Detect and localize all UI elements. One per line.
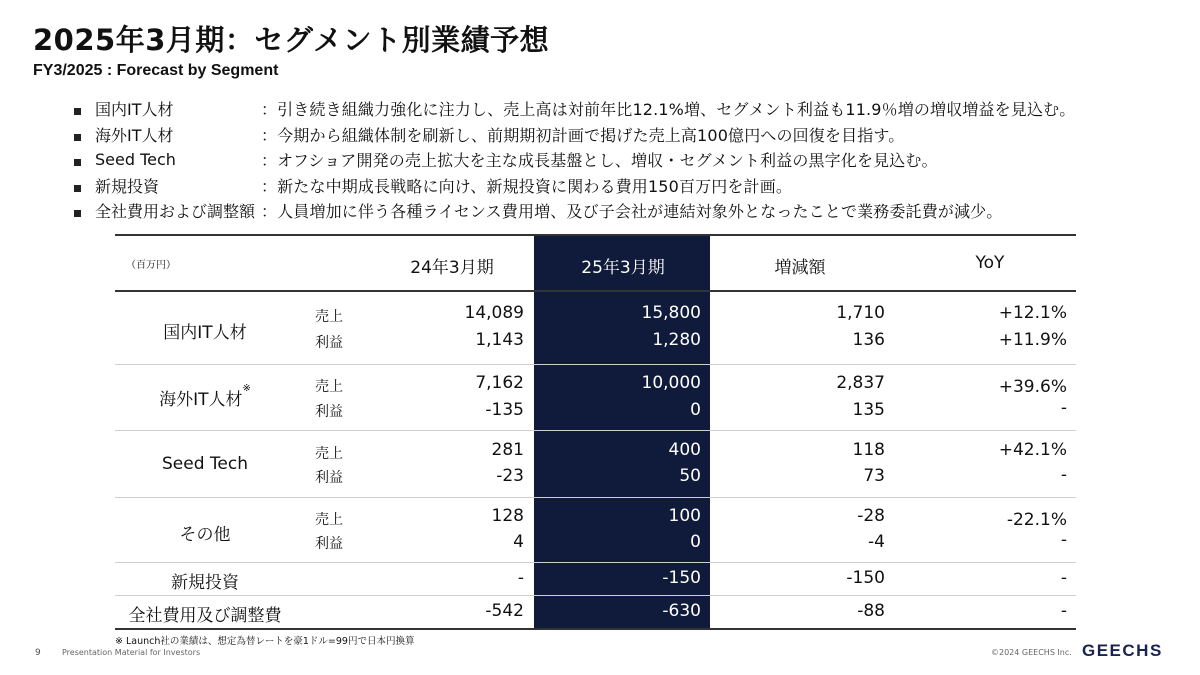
- row-divider: [115, 562, 1076, 563]
- table-cell: -4: [868, 532, 885, 552]
- sales-label: 売上: [315, 309, 343, 325]
- table-cell: 15,800: [641, 303, 701, 323]
- table-top-rule: [115, 234, 1076, 236]
- table-cell: 281: [491, 440, 524, 460]
- column-header: 増減額: [774, 258, 826, 278]
- table-cell: -150: [846, 568, 885, 588]
- segment-name: [115, 385, 295, 410]
- table-cell: -: [1060, 601, 1067, 621]
- table-cell: -135: [485, 400, 524, 420]
- table-cell: 7,162: [475, 373, 524, 393]
- column-header: 25年3月期: [581, 258, 665, 278]
- sales-label: 売上: [315, 379, 343, 395]
- company-logo: GEECHS: [1082, 641, 1163, 660]
- table-cell: -22.1%: [1006, 510, 1067, 530]
- profit-label: 利益: [315, 335, 343, 351]
- bullet-item: [74, 198, 1075, 224]
- row-divider: [115, 430, 1076, 431]
- table-cell: 10,000: [641, 373, 701, 393]
- table-cell: -: [1060, 398, 1067, 418]
- bullet-description: ：人員増加に伴う各種ライセンス費用増、及び子会社が連結対象外となったことで業務委託費が減少。: [261, 202, 1003, 222]
- bullet-description: ：今期から組織体制を刷新し、前期期初計画で掲げた売上高100億円への回復を目指す。: [261, 125, 905, 145]
- page-subtitle: FY3/2025 : Forecast by Segment: [33, 62, 279, 79]
- sales-label: 売上: [315, 446, 343, 462]
- table-header-rule: [115, 290, 1076, 292]
- table-cell: 14,089: [464, 303, 524, 323]
- table-cell: 128: [491, 506, 524, 526]
- bullet-item: [74, 147, 1075, 173]
- table-cell: 400: [668, 440, 701, 460]
- unit-label: （百万円）: [126, 260, 176, 271]
- square-bullet-icon: [74, 108, 81, 115]
- table-cell: -150: [662, 568, 701, 588]
- table-cell: 1,280: [652, 330, 701, 350]
- table-cell: -542: [485, 601, 524, 621]
- page-title: 2025年3月期：セグメント別業績予想: [33, 23, 550, 57]
- profit-label: 利益: [315, 470, 343, 486]
- bullet-label: 海外IT人材: [95, 125, 174, 145]
- table-cell: -630: [662, 601, 701, 621]
- footnote: ※ Launch社の業績は、想定為替レートを豪1ドル=99円で日本円換算: [115, 636, 415, 647]
- table-cell: -: [1060, 568, 1067, 588]
- row-divider: [115, 595, 1076, 596]
- sales-label: 売上: [315, 512, 343, 528]
- table-cell: 136: [852, 330, 885, 350]
- segment-name: 国内IT人材: [163, 323, 247, 343]
- bullet-label: 全社費用および調整額: [95, 202, 256, 222]
- table-cell: 0: [690, 400, 701, 420]
- table-cell: 0: [690, 532, 701, 552]
- page-number: 9: [35, 648, 41, 658]
- segment-name: 新規投資: [171, 573, 239, 593]
- table-cell: 1,710: [836, 303, 885, 323]
- table-cell: +39.6%: [998, 377, 1067, 397]
- table-cell: -: [1060, 530, 1067, 550]
- bullet-item: [74, 122, 1075, 148]
- row-divider: [115, 364, 1076, 365]
- table-bottom-rule: [115, 628, 1076, 630]
- bullet-description: ：オフショア開発の売上拡大を主な成長基盤とし、増収・セグメント利益の黒字化を見込む。: [261, 151, 938, 171]
- table-cell: 118: [852, 440, 885, 460]
- table-cell: -: [517, 568, 524, 588]
- profit-label: 利益: [315, 404, 343, 420]
- table-cell: 73: [863, 466, 885, 486]
- segment-name-text: 海外IT人材: [159, 390, 243, 410]
- bullet-description: ：引き続き組織力強化に注力し、売上高は対前年比12.1%増、セグメント利益も11.9％増の増収増益を見込む。: [261, 100, 1076, 120]
- column-header: YoY: [975, 253, 1005, 273]
- table-cell: 135: [852, 400, 885, 420]
- copyright: ©2024 GEECHS Inc.: [991, 648, 1072, 657]
- row-divider: [115, 497, 1076, 498]
- bullet-item: [74, 96, 1075, 122]
- footnote-mark: ※: [242, 383, 251, 394]
- presentation-label: Presentation Material for Investors: [62, 648, 201, 657]
- table-cell: 100: [668, 506, 701, 526]
- profit-label: 利益: [315, 536, 343, 552]
- table-cell: +42.1%: [998, 440, 1067, 460]
- table-cell: -23: [496, 466, 524, 486]
- square-bullet-icon: [74, 134, 81, 141]
- segment-name: Seed Tech: [162, 454, 248, 474]
- bullet-description: ：新たな中期成長戦略に向け、新規投資に関わる費用150百万円を計画。: [261, 176, 792, 196]
- square-bullet-icon: [74, 159, 81, 166]
- table-cell: 1,143: [475, 330, 524, 350]
- table-cell: 4: [513, 532, 524, 552]
- table-cell: -: [1060, 465, 1067, 485]
- bullet-label: Seed Tech: [95, 150, 176, 170]
- table-cell: +11.9%: [998, 330, 1067, 350]
- column-header: 24年3月期: [410, 258, 494, 278]
- table-cell: 50: [679, 466, 701, 486]
- table-cell: -28: [857, 506, 885, 526]
- bullet-label: 新規投資: [95, 176, 160, 196]
- table-cell: 2,837: [836, 373, 885, 393]
- bullet-list: [74, 96, 1075, 224]
- table-cell: -88: [857, 601, 885, 621]
- segment-name: その他: [179, 525, 231, 545]
- segment-name: 全社費用及び調整費: [128, 606, 282, 626]
- square-bullet-icon: [74, 210, 81, 217]
- bullet-label: 国内IT人材: [95, 100, 174, 120]
- table-cell: +12.1%: [998, 303, 1067, 323]
- square-bullet-icon: [74, 185, 81, 192]
- bullet-item: [74, 173, 1075, 199]
